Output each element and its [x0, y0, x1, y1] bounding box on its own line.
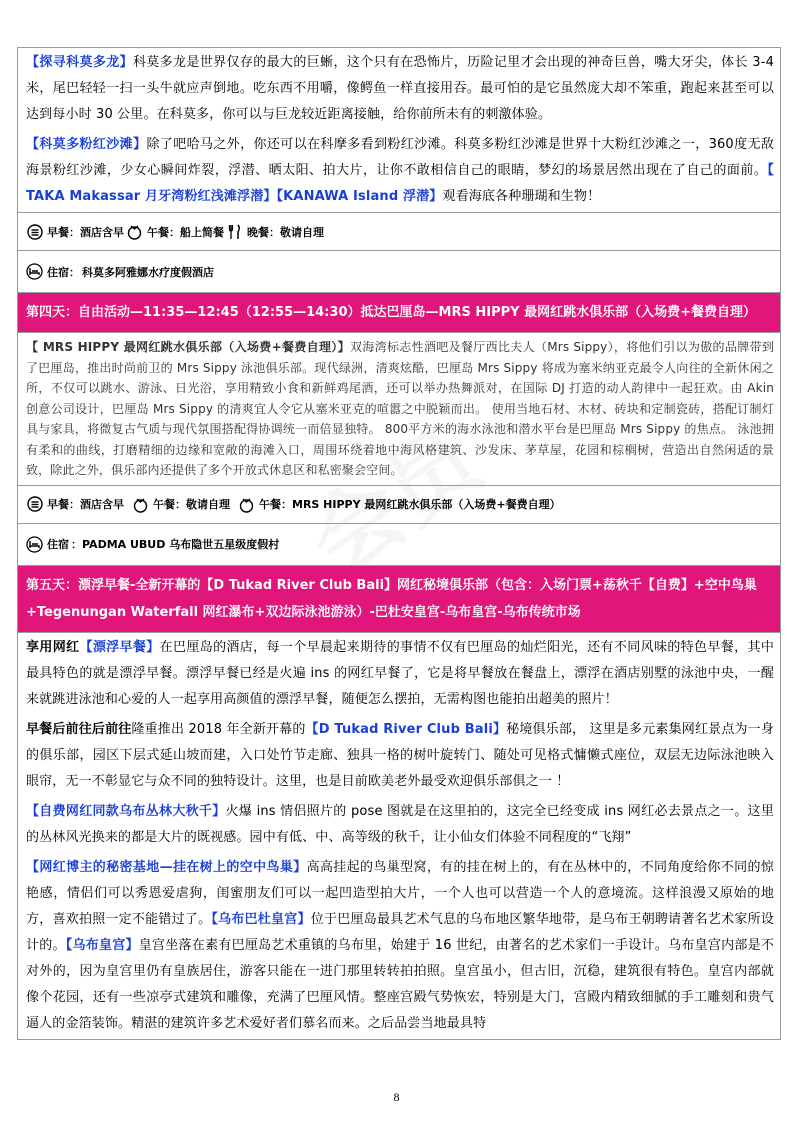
day5-paragraph-river-club	[18, 715, 780, 797]
text-mrs-hippy: 双海湾标志性酒吧及餐厅西比夫人（Mrs Sippy），将他们引以为傲的品牌带到了巴厘岛，推出时尚前卫的 Mrs Sippy 泳池俱乐部。现代绿洲，清爽炫酷，巴厘岛 Mrs Sippy 将成为塞米纳亚克最令人向往的全新休闲之所，不仅可以跳水、游泳、日光浴，享用精致小食和新鲜鸡尾酒，还可以举办热舞派对，在国际 DJ 打造的动人韵律中一起狂欢。由 Akin 创意公司设计，巴厘岛 Mrs Sippy 的清爽宜人令它从塞米亚克的喧嚣之中脱颖而出。 使用当地石材、木材、砖块和定制瓷砖，搭配订制灯具与家具，将微复古气质与现代氛围搭配得协调统一而倍显独特。 800平方米的海水泳池和潜水平台是巴厘岛 Mrs Sippy 的焦点。 泳池拥有柔和的曲线，打磨精细的边缘和宽敞的海滩入口，周围环绕着地中海风格建筑、沙发床、茅草屋，花园和棕榈树，营造出自然闲适的景致，除此之外，俱乐部内还提供了多个开放式休息区和私密聚会空间。	[26, 340, 774, 477]
text-river-club-a: 隆重推出 2018 年全新开幕的	[131, 721, 306, 737]
lead-river-club: 早餐后前往后前往	[26, 721, 132, 737]
tag-komodo-dragon: 【探寻科莫多龙】	[26, 55, 133, 70]
tag-ubud-palace: 【乌布皇宫】	[65, 937, 139, 953]
day3-paragraph-pink-beach	[18, 130, 780, 212]
stay-label: 住宿	[47, 538, 69, 551]
day5-banner: 第五天：漂浮早餐-全新开幕的【D Tukad River Club Bali】网红秘境俱乐部（包含：入场门票+荡秋千【自费】+空中鸟巢+Tegenungan Waterfall 网红瀑布+双边际泳池游泳）-巴杜安皇宫-乌布皇宫-乌布传统市场	[18, 566, 780, 633]
tag-bird-nest: 【网红博主的秘密基地—挂在树上的空中鸟巢】	[26, 859, 307, 875]
text-coral: 观看海底各种珊瑚和生物！	[442, 189, 601, 204]
text-floating-breakfast: 在巴厘岛的酒店，每一个早晨起来期待的事情不仅有巴厘岛的灿烂阳光，还有不同风味的特色早餐，其中最具特色的就是漂浮早餐。漂浮早餐已经是火遍 ins 的网红早餐了，它是将早餐放在餐盘上，漂浮在酒店别墅的泳池中央，一醒来就跳进泳池和心爱的人一起享用高颜值的漂浮早餐，随便怎么摆拍，无需构图也能拍出超美的照片！	[26, 639, 774, 707]
stay-label: 住宿：	[47, 265, 80, 279]
text-river-club-b: 秘境俱乐部， 这里是多元素集网红景点为一身的俱乐部，园区下层式延山坡而建，入口处竹节走廊、独具一格的树叶旋转门、随处可见格式慵懒式座位，双层无边际泳池映入眼帘，无一不彰显它与众不同的独特设计。这里，也是目前欧美老外最受欢迎俱乐部俱之一 ！	[26, 721, 775, 789]
tag-mrs-hippy: 【 MRS HIPPY 最网红跳水俱乐部（入场费+餐费自理）】	[26, 340, 350, 354]
day5-paragraph-bird-nest	[18, 853, 780, 1039]
day3-description	[18, 48, 780, 213]
day5-description	[18, 633, 780, 1039]
day5-paragraph-swing	[18, 797, 780, 853]
stay-hotel: 科莫多阿雅娜水疗度假酒店	[82, 265, 214, 279]
tag-taka-makassar: 【 TAKA Makassar 月牙湾粉红浅滩浮潜】	[26, 163, 774, 204]
day3-meals	[18, 213, 780, 251]
day4-meals	[18, 486, 780, 524]
bed-icon	[26, 263, 43, 280]
lunch-icon	[238, 496, 255, 513]
tag-floating-breakfast: 【漂浮早餐】	[79, 639, 160, 655]
text-bird-nest: 高高挂起的鸟巢型窝，有的挂在树上的，有在丛林中的，不同角度给你不同的惊艳感，情侣们可以秀恩爱虐狗，闺蜜朋友们可以一起凹造型拍大片，一个人也可以营造一个人的意境流。这样浪漫又原始的地方，喜欢拍照一定不能错过了。	[26, 859, 774, 927]
plate-icon	[26, 223, 43, 240]
breakfast-label: 早餐：酒店含早	[47, 225, 124, 239]
lunch-label: 午餐：船上简餐	[147, 225, 224, 239]
page-number: 8	[393, 1090, 400, 1104]
fork-knife-icon	[226, 223, 243, 240]
tag-kanawa: 【KANAWA Island 浮潜】	[276, 189, 443, 204]
text-ubud-palace: 皇宫坐落在素有巴厘岛艺术重镇的乌布里，始建于 16 世纪，由著名的艺术家们一手设计。乌布皇宫内部是不对外的，因为皇宫里仍有皇族居住，游客只能在一进门那里转转拍拍照。皇宫虽小，但古旧，沉稳，建筑很有特色。皇宫内部就像个花园，还有一些凉亭式建筑和雕像，充满了巴厘风情。整座宫殿气势恢宏，特别是大门，宫殿内精致细腻的手工雕刻和贵气逼人的金箔装饰。精湛的建筑许多艺术爱好者们慕名而来。之后品尝当地最具特	[26, 937, 774, 1031]
breakfast-label: 早餐：酒店含早	[47, 498, 124, 511]
day5-paragraph-floating-breakfast	[18, 633, 780, 715]
day4-banner: 第四天：自由活动—11:35—12:45（12:55—14:30）抵达巴厘岛—MRS HIPPY 最网红跳水俱乐部（入场费+餐费自理）	[18, 293, 780, 333]
tag-batuan-palace: 【乌布巴杜皇宫】	[211, 911, 311, 927]
dinner-label: 午餐：MRS HIPPY 最网红跳水俱乐部（入场费+餐费自理）	[259, 498, 561, 511]
lead-floating-breakfast: 享用网红	[26, 639, 80, 655]
lunch-label: 午餐：敬请自理	[153, 498, 230, 511]
dinner-label: 晚餐：敬请自理	[247, 225, 324, 239]
day3-paragraph-komodo-dragon	[18, 48, 780, 130]
stay-hotel: ：PADMA UBUD 乌布隐世五星级度假村	[71, 538, 280, 551]
tag-swing: 【自费网红同款乌布丛林大秋千】	[26, 803, 226, 819]
lunch-icon	[126, 223, 143, 240]
text-komodo-dragon: 科莫多龙是世界仅存的最大的巨蜥，这个只有在恐怖片，历险记里才会出现的神奇巨兽，嘴大牙尖，体长 3-4 米，尾巴轻轻一扫一头牛就应声倒地。吃东西不用嚼，像鳄鱼一样直接用吞。最可怕的是它虽然庞大却不笨重，跑起来甚至可以达到每小时 30 公里。在科莫多，你可以与巨龙较近距离接触，给你前所未有的刺激体验。	[26, 55, 774, 122]
itinerary-table	[17, 47, 781, 1040]
text-pink-beach: 除了吧哈马之外，你还可以在科摩多看到粉红沙滩。科莫多粉红沙滩是世界十大粉红沙滩之一，360度无敌海景粉红沙滩，少女心瞬间炸裂，浮潜、晒太阳、拍大片，让你不敢相信自己的眼睛，梦幻的场景居然出现在了自己的面前。	[26, 137, 775, 178]
day4-description	[18, 333, 780, 486]
text-swing: 火爆 ins 情侣照片的 pose 图就是在这里拍的，这完全已经变成 ins 网红必去景点之一。这里的丛林风光换来的都是大片的既视感。园中有低、中、高等级的秋千，让小仙女们体验不同程度的“飞翔”	[26, 803, 774, 845]
day3-accommodation	[18, 251, 780, 293]
tag-pink-beach: 【科莫多粉红沙滩】	[26, 137, 147, 152]
text-batuan-palace: 位于巴厘岛最具艺术气息的乌布地区繁华地带，是乌布王朝聘请著名艺术家所设计的。	[26, 911, 774, 953]
lunch-icon	[132, 496, 149, 513]
day4-accommodation	[18, 524, 780, 566]
bed-icon	[26, 536, 43, 553]
plate-icon	[26, 496, 43, 513]
tag-river-club: 【D Tukad River Club Bali】	[305, 721, 507, 737]
